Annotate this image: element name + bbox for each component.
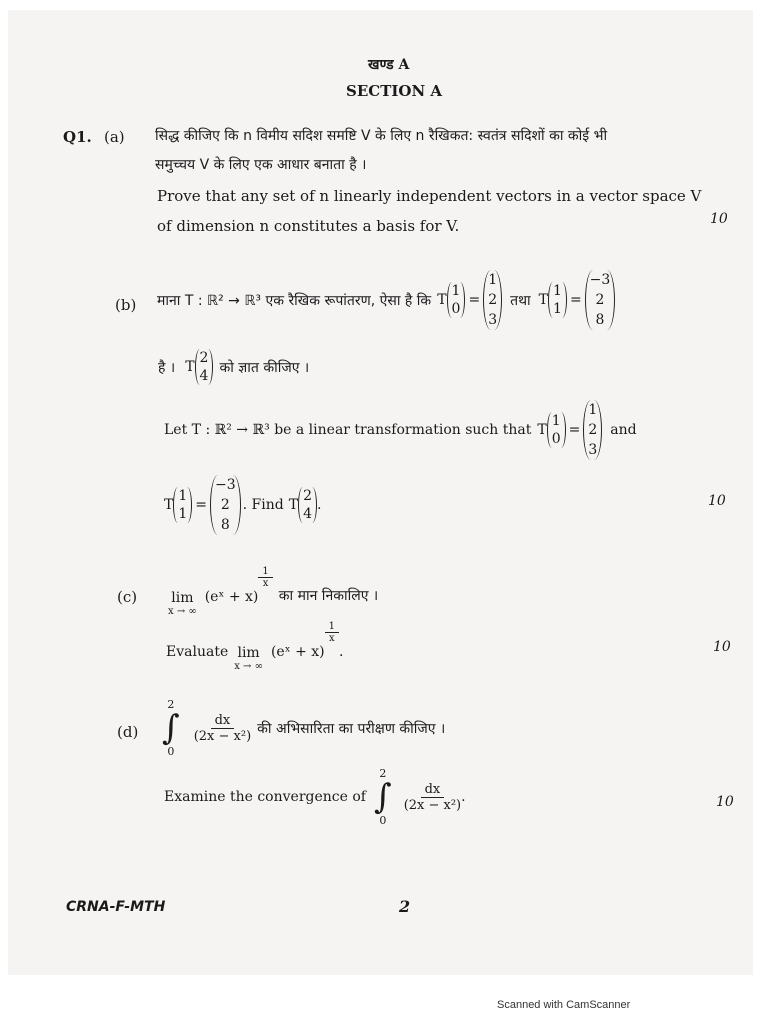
T-symbol: T	[538, 292, 549, 308]
part-b-hindi-line1: माना T : ℝ² → ℝ³ एक रैखिक रूपांतरण, ऐसा है कि T 1 0 = 1 2 3 तथा T 1 1 = −3 2 8	[157, 263, 615, 337]
vector-2-4: 2 4	[298, 487, 317, 523]
limit-expression: lim x → ∞	[168, 590, 197, 617]
part-b-conj-hindi: तथा	[510, 292, 531, 309]
marks-b: 10	[708, 493, 726, 509]
vector-1-0: 1 0	[547, 412, 566, 448]
part-label-a: (a)	[104, 128, 125, 146]
part-c-english: Evaluate lim x → ∞ (eˣ + x) $\frac{1}{x}$ .	[166, 621, 344, 672]
marks-a: 10	[710, 211, 728, 227]
part-a-english-line2: of dimension n constitutes a basis for V.	[157, 217, 460, 235]
question-number: Q1.	[63, 128, 92, 146]
vector-1-2-3: 1 2 3	[483, 270, 502, 330]
part-b-english-line2: T 1 1 = −3 2 8 . Find T 2 4 .	[164, 477, 322, 533]
part-label-b: (b)	[115, 296, 137, 314]
section-title-hindi: खण्ड A	[368, 57, 410, 73]
vector-1-2-3: 1 2 3	[583, 400, 602, 460]
part-d-hindi: 2 ∫ 0 $\frac{dx}{\text{(2x − x²)}}$ की अभिसारिता का परीक्षण कीजिए ।	[162, 698, 446, 758]
part-a-hindi-line1: सिद्ध कीजिए कि n विमीय सदिश समष्टि V के लिए n रैखिकत: स्वतंत्र सदिशों का कोई भी	[155, 128, 608, 144]
part-b-hindi-line2: है । T 2 4 को ज्ञात कीजिए ।	[158, 350, 310, 384]
section-title-english: SECTION A	[346, 82, 443, 100]
page-number: 2	[399, 897, 411, 916]
marks-c: 10	[713, 639, 731, 655]
part-a-hindi-line2: समुच्चय V के लिए एक आधार बनाता है ।	[155, 157, 367, 173]
integrand: $\frac{dx}{\text{(2x − x²)}}$	[403, 781, 462, 813]
integrand: $\frac{dx}{\text{(2x − x²)}}$	[193, 712, 252, 744]
exam-page	[8, 10, 753, 975]
part-d-english: Examine the convergence of 2 ∫ 0 $\frac{dx}{\text{(2x − x²)}}$ .	[164, 767, 466, 827]
part-a-english-line1: Prove that any set of n linearly independent vectors in a vector space V	[157, 187, 702, 205]
vector-2-4: 2 4	[195, 349, 214, 385]
integral-sign: 2 ∫ 0	[373, 767, 392, 827]
part-c-hindi: lim x → ∞ (eˣ + x) $\frac{1}{x}$ का मान निकालिए ।	[168, 566, 379, 617]
part-label-d: (d)	[117, 723, 139, 741]
part-b-english-line1: Let T : ℝ² → ℝ³ be a linear transformation such that T 1 0 = 1 2 3 and	[164, 402, 637, 458]
vector-1-1: 1 1	[173, 487, 192, 523]
scanner-watermark: Scanned with CamScanner	[497, 999, 631, 1011]
T-symbol: T	[437, 292, 447, 308]
part-b-hindi-intro: माना T : ℝ² → ℝ³ एक रैखिक रूपांतरण, ऐसा है कि	[157, 292, 432, 309]
paper-code: CRNA-F-MTH	[66, 899, 166, 915]
limit-expression: lim x → ∞	[234, 645, 263, 672]
vector-m3-2-8: −3 2 8	[585, 270, 616, 330]
vector-m3-2-8: −3 2 8	[210, 475, 241, 535]
vector-1-1: 1 1	[548, 282, 567, 318]
integral-sign: 2 ∫ 0	[162, 698, 180, 758]
marks-d: 10	[716, 794, 734, 810]
vector-1-0: 1 0	[447, 282, 466, 318]
part-label-c: (c)	[117, 588, 138, 606]
